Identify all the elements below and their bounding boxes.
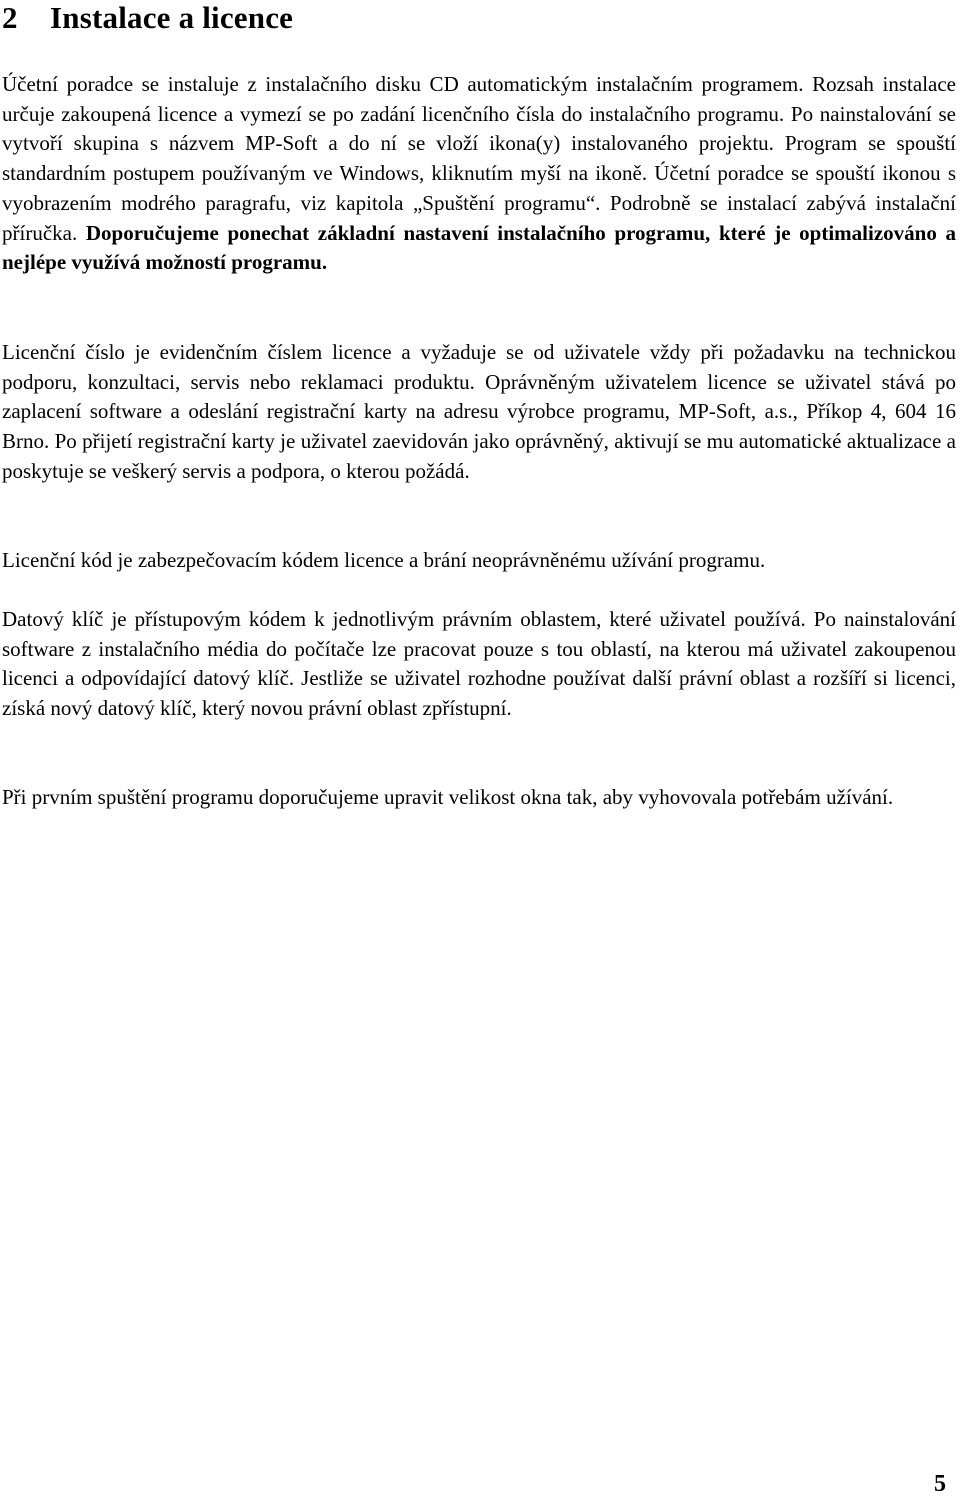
- page-number: 5: [934, 1471, 946, 1497]
- section-heading: [2, 0, 293, 36]
- section-number: 2: [2, 0, 18, 35]
- paragraph-installation: [2, 70, 956, 278]
- paragraph-first-run: Při prvním spuštění programu doporučujeme upravit velikost okna tak, aby vyhovovala potřebám užívání.: [2, 785, 894, 809]
- recommendation-bold-text: Doporučujeme ponechat základní nastavení instalačního programu, které je optimalizováno a nejlépe využívá možností programu.: [2, 220, 956, 275]
- paragraph-data-key: Datový klíč je přístupovým kódem k jednotlivým právním oblastem, které uživatel používá. Po nainstalování software z instalačního média do počítače lze pracovat pouze s tou oblastí, na kterou má uživatel zakoupenou licenci a odpovídající datový klíč. Jestliže se uživatel rozhodne používat další právní oblast a rozšíří si licenci, získá nový datový klíč, který novou právní oblast zpřístupní.: [2, 607, 956, 721]
- section-title: Instalace a licence: [50, 0, 294, 35]
- paragraph-installation-text: Účetní poradce se instaluje z instalačního disku CD automatickým instalačním programem. Rozsah instalace určuje zakoupená licence a vymezí se po zadání licenčního čísla do instalačního programu. Po nainstalování se vytvoří skupina s názvem MP-Soft a do ní se vloží ikona(y) instalovaného projektu. Program se spouští standardním postupem používaným ve Windows, kliknutím myší na ikoně. Účetní poradce se spouští ikonou s vyobrazením modrého paragrafu, viz kapitola „Spuštění programu“. Podrobně se instalací zabývá instalační příručka.: [2, 72, 956, 245]
- paragraph-license-code: Licenční kód je zabezpečovacím kódem licence a brání neoprávněnému užívání programu.: [2, 548, 766, 572]
- paragraph-license-number: Licenční číslo je evidenčním číslem licence a vyžaduje se od uživatele vždy při požadavku na technickou podporu, konzultaci, servis nebo reklamaci produktu. Oprávněným uživatelem licence se uživatel stává po zaplacení software a odeslání registrační karty na adresu výrobce programu, MP-Soft, a.s., Příkop 4, 604 16 Brno. Po přijetí registrační karty je uživatel zaevidován jako oprávněný, aktivují se mu automatické aktualizace a poskytuje se veškerý servis a podpora, o kterou požádá.: [2, 340, 956, 483]
